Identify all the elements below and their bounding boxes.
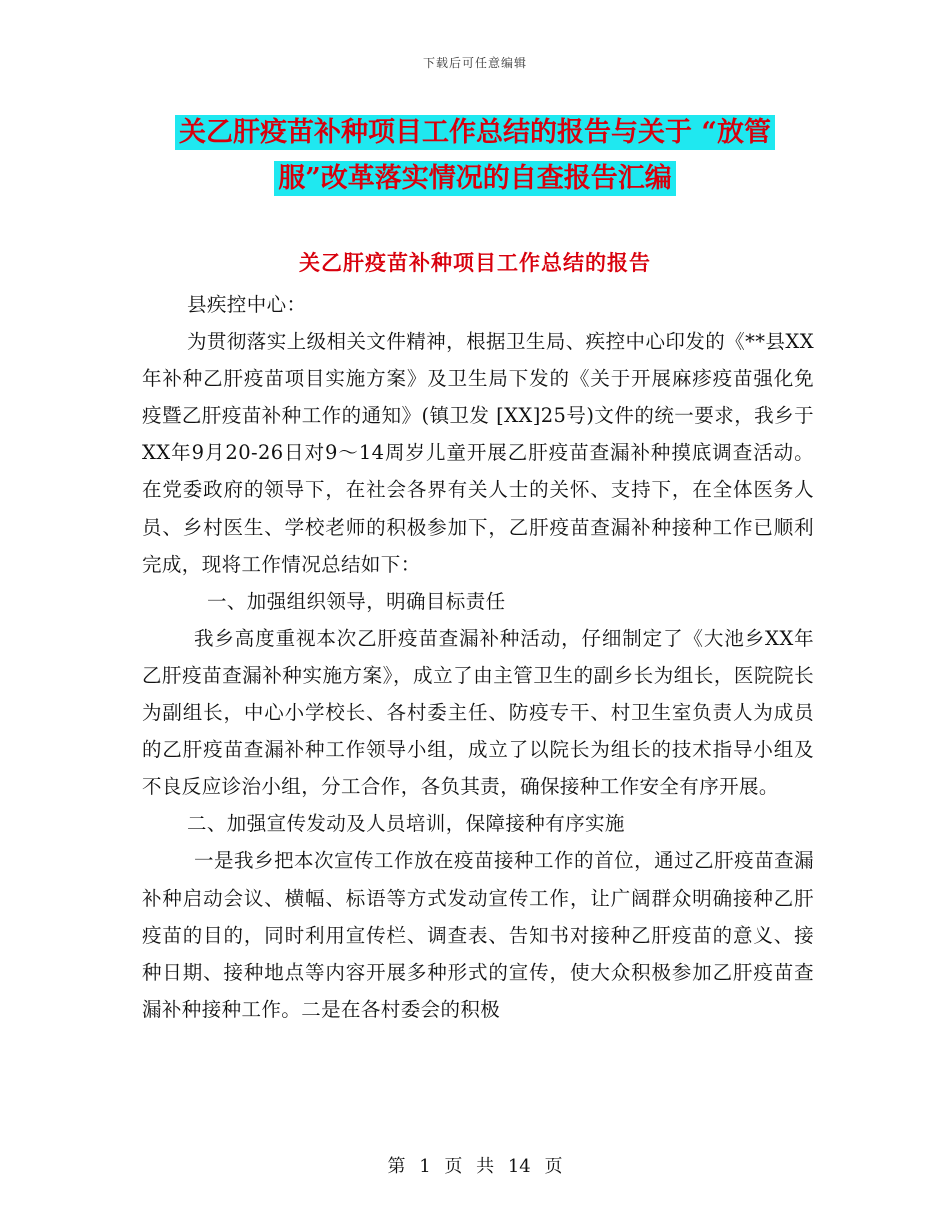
header-note: 下载后可任意编辑 [422,56,527,70]
salutation: 县疾控中心： [187,293,307,316]
paragraph-intro: 为贯彻落实上级相关文件精神，根据卫生局、疾控中心印发的《**县XX年补种乙肝疫苗项目实施方案》及卫生局下发的《关于开展麻疹疫苗强化免疫暨乙肝疫苗补种工作的通知》(镇卫发 [XX]25号)文件的统一要求，我乡于XX年9月20-26日对9～14周岁儿童开展乙肝疫苗查漏补种摸底调查活动。在党委政府的领导下，在社会各界有关人士的关怀、支持下，在全体医务人员、乡村医生、学校老师的积极参加下，乙肝疫苗查漏补种接种工作已顺利完成，现将工作情况总结如下： [142,330,814,576]
section-title: 关乙肝疫苗补种项目工作总结的报告 [299,250,651,275]
document-main-title [0,110,950,202]
page-number-footer: 第 1 页 共 14 页 [387,1156,563,1177]
paragraph-section-1: 我乡高度重视本次乙肝疫苗查漏补种活动，仔细制定了《大池乡XX年乙肝疫苗查漏补种实施方案》，成立了由主管卫生的副乡长为组长，医院院长为副组长，中心小学校长、各村委主任、防疫专干、村卫生室负责人为成员的乙肝疫苗查漏补种工作领导小组，成立了以院长为组长的技术指导小组及不良反应诊治小组，分工合作，各负其责，确保接种工作安全有序开展。 [142,626,814,799]
document-body [142,286,814,1028]
main-title-line-2: 服”改革落实情况的自查报告汇编 [274,161,676,196]
paragraph-section-2: 一是我乡把本次宣传工作放在疫苗接种工作的首位，通过乙肝疫苗查漏补种启动会议、横幅、标语等方式发动宣传工作，让广阔群众明确接种乙肝疫苗的目的，同时利用宣传栏、调查表、告知书对接种乙肝疫苗的意义、接种日期、接种地点等内容开展多种形式的宣传，使大众积极参加乙肝疫苗查漏补种接种工作。二是在各村委会的积极 [142,849,814,1021]
heading-section-1: 一、加强组织领导，明确目标责任 [207,589,506,613]
heading-section-2: 二、加强宣传发动及人员培训，保障接种有序实施 [187,812,625,836]
main-title-line-1: 关乙肝疫苗补种项目工作总结的报告与关于 “放管 [175,115,775,150]
